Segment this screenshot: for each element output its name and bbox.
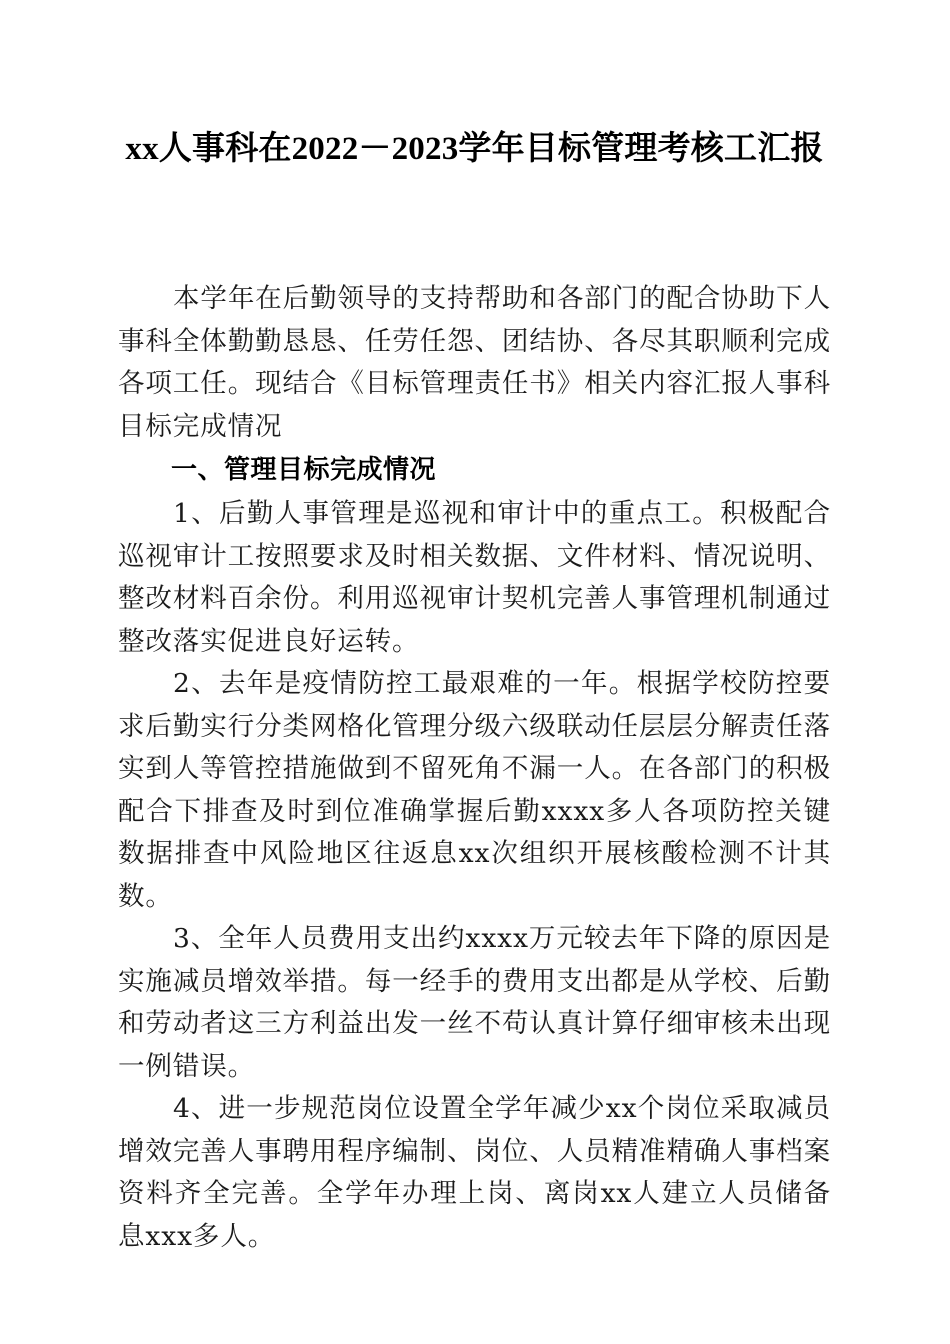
numbered-item-4: 4、进一步规范岗位设置全学年减少xx个岗位采取减员增效完善人事聘用程序编制、岗位、人员精准精确人事档案资料齐全完善。全学年办理上岗、离岗xx人建立人员储备息xxx多人。: [118, 1093, 831, 1252]
page-title: xx人事科在2022－2023学年目标管理考核工汇报: [125, 131, 824, 167]
section-heading-management-goals: 一、管理目标完成情况: [171, 455, 437, 485]
numbered-item-1: 1、后勤人事管理是巡视和审计中的重点工。积极配合巡视审计工按照要求及时相关数据、文件材料、情况说明、整改材料百余份。利用巡视审计契机完善人事管理机制通过整改落实促进良好运转。: [118, 498, 831, 657]
numbered-item-3: 3、全年人员费用支出约xxxx万元较去年下降的原因是实施减员增效举措。每一经手的费用支出都是从学校、后勤和劳动者这三方利益出发一丝不苟认真计算仔细审核未出现一例错误。: [118, 923, 831, 1082]
document-body: [118, 278, 831, 1258]
numbered-item-2: 2、去年是疫情防控工最艰难的一年。根据学校防控要求后勤实行分类网格化管理分级六级联动任层层分解责任落实到人等管控措施做到不留死角不漏一人。在各部门的积极配合下排查及时到位准确掌握后勤xxxx多人各项防控关键数据排查中风险地区往返息xx次组织开展核酸检测不计其数。: [118, 668, 831, 912]
intro-paragraph: 本学年在后勤领导的支持帮助和各部门的配合协助下人事科全体勤勤恳恳、任劳任怨、团结协、各尽其职顺利完成各项工任。现结合《目标管理责任书》相关内容汇报人事科目标完成情况: [118, 283, 831, 442]
